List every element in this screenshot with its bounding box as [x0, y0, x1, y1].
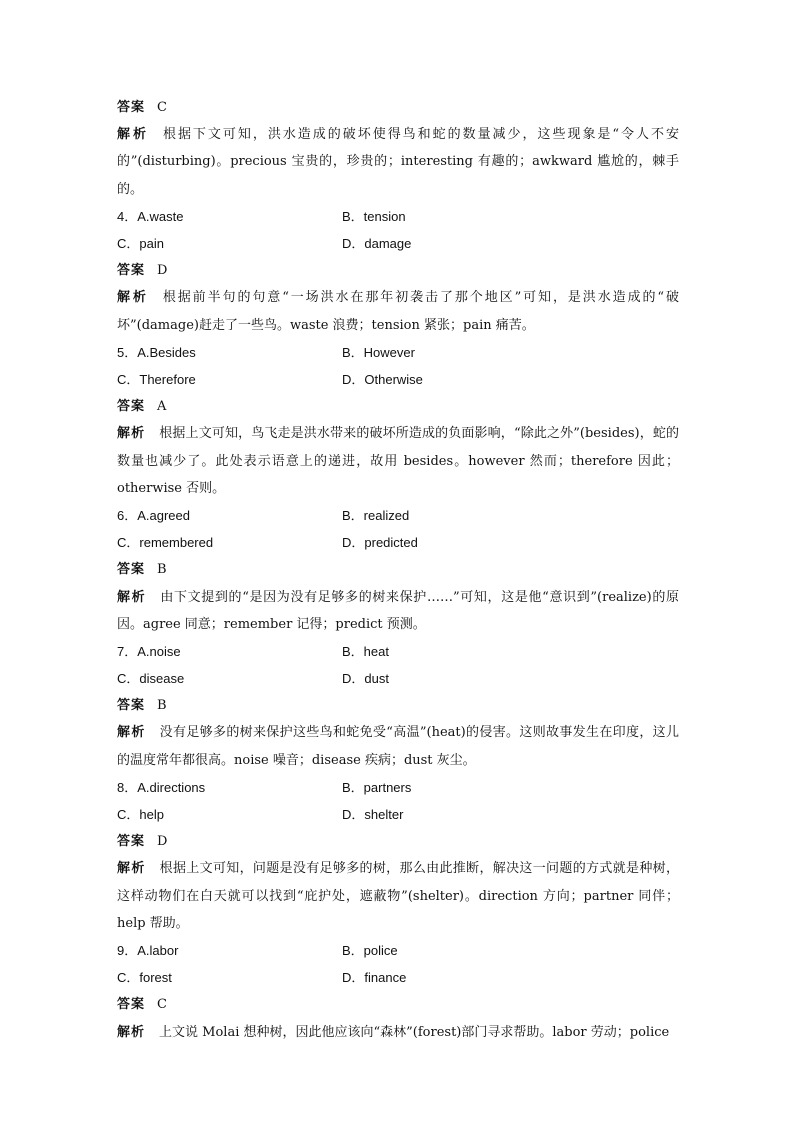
option-b: B．police: [342, 943, 398, 959]
option-d: D．Otherwise: [342, 371, 423, 387]
answer-label: 答案: [117, 834, 146, 850]
answer-value: B: [157, 562, 167, 578]
explanation-text: 根据上文可知，鸟飞走是洪水带来的破坏所造成的负面影响，“除此之外”(besides)，蛇的数量也减少了。此处表示语意上的递进，故用 besides。however 然而；therefore 因此；otherwise 否则。: [117, 426, 679, 496]
answer-line-5: [117, 393, 679, 420]
answer-label: 答案: [117, 698, 146, 714]
option-d: D．damage: [342, 235, 412, 251]
option-a: 7．A.noise: [117, 643, 181, 659]
explanation-label: 解析: [117, 426, 146, 442]
explanation-text: 根据上文可知，问题是没有足够多的树，那么由此推断，解决这一问题的方式就是种树，这样动物们在白天就可以找到“庇护处，遮蔽物”(shelter)。direction 方向；partner 同伴；help 帮助。: [117, 861, 679, 931]
option-a: 9．A.labor: [117, 943, 179, 959]
options-row-9-1: [117, 937, 679, 964]
document-page: [117, 94, 679, 1046]
answer-line-3: [117, 94, 679, 121]
option-d: D．dust: [342, 671, 389, 687]
answer-value: C: [157, 997, 167, 1013]
answer-line-4: [117, 257, 679, 284]
explanation-9: [117, 1019, 679, 1046]
options-row-7-2: [117, 665, 679, 692]
answer-line-7: [117, 692, 679, 719]
option-a: 6．A.agreed: [117, 507, 190, 523]
option-b: B．tension: [342, 208, 406, 224]
options-row-8-2: [117, 801, 679, 828]
option-a: 4．A.waste: [117, 208, 184, 224]
explanation-3: [117, 121, 679, 203]
explanation-label: 解析: [117, 725, 146, 741]
option-b: B．partners: [342, 779, 412, 795]
answer-label: 答案: [117, 562, 146, 578]
option-c: C．forest: [117, 970, 172, 986]
options-row-4-2: [117, 230, 679, 257]
options-row-9-2: [117, 964, 679, 991]
answer-line-6: [117, 556, 679, 583]
answer-value: D: [157, 834, 168, 850]
explanation-text: 根据下文可知，洪水造成的破坏使得鸟和蛇的数量减少，这些现象是“令人不安的”(disturbing)。precious 宝贵的，珍贵的；interesting 有趣的；awkward 尴尬的，棘手的。: [117, 127, 679, 197]
answer-line-8: [117, 828, 679, 855]
option-a: 5．A.Besides: [117, 344, 196, 360]
explanation-4: [117, 284, 679, 338]
option-c: C．Therefore: [117, 371, 196, 387]
explanation-label: 解析: [117, 290, 149, 306]
answer-line-9: [117, 991, 679, 1018]
explanation-6: [117, 584, 679, 638]
answer-value: D: [157, 263, 168, 279]
options-row-6-2: [117, 529, 679, 556]
explanation-5: [117, 420, 679, 502]
answer-value: B: [157, 698, 167, 714]
option-b: B．However: [342, 344, 415, 360]
explanation-label: 解析: [117, 589, 147, 605]
explanation-text: 由下文提到的“是因为没有足够多的树来保护……”可知，这是他“意识到”(realize)的原因。agree 同意；remember 记得；predict 预测。: [117, 589, 679, 632]
options-row-5-2: [117, 366, 679, 393]
explanation-text: 根据前半句的句意“一场洪水在那年初袭击了那个地区”可知，是洪水造成的“破坏”(damage)赶走了一些鸟。waste 浪费；tension 紧张；pain 痛苦。: [117, 290, 679, 333]
answer-value: A: [157, 399, 167, 415]
explanation-8: [117, 855, 679, 937]
option-c: C．disease: [117, 671, 185, 687]
options-row-7-1: [117, 638, 679, 665]
answer-label: 答案: [117, 997, 146, 1013]
answer-label: 答案: [117, 100, 146, 115]
option-b: B．realized: [342, 507, 410, 523]
option-c: C．help: [117, 807, 164, 823]
answer-value: C: [157, 100, 167, 115]
options-row-5-1: [117, 339, 679, 366]
explanation-label: 解析: [117, 127, 149, 143]
explanation-label: 解析: [117, 861, 146, 877]
option-d: D．predicted: [342, 535, 418, 551]
option-d: D．finance: [342, 970, 407, 986]
options-row-8-1: [117, 774, 679, 801]
explanation-text: 上文说 Molai 想种树，因此他应该向“森林”(forest)部门寻求帮助。labor 劳动；police: [159, 1024, 670, 1040]
explanation-7: [117, 719, 679, 773]
option-b: B．heat: [342, 643, 389, 659]
explanation-label: 解析: [117, 1024, 146, 1040]
option-c: C．remembered: [117, 535, 214, 551]
answer-label: 答案: [117, 263, 146, 279]
explanation-text: 没有足够多的树来保护这些鸟和蛇免受“高温”(heat)的侵害。这则故事发生在印度，这儿的温度常年都很高。noise 噪音；disease 疾病；dust 灰尘。: [117, 725, 679, 768]
answer-label: 答案: [117, 399, 146, 415]
option-d: D．shelter: [342, 807, 404, 823]
option-c: C．pain: [117, 235, 164, 251]
options-row-6-1: [117, 502, 679, 529]
options-row-4-1: [117, 203, 679, 230]
option-a: 8．A.directions: [117, 779, 206, 795]
